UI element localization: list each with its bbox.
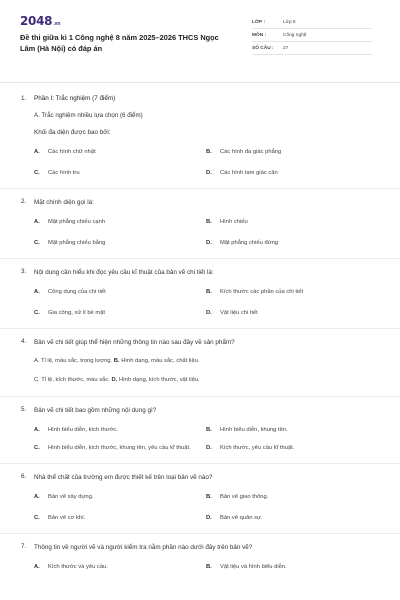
option-text: Kích thước và yêu cầu.: [48, 564, 108, 570]
option-letter: D.: [206, 240, 212, 246]
question-divider: [0, 328, 400, 329]
logo-main: 2048: [20, 14, 53, 28]
option-line-cd[interactable]: [34, 377, 380, 385]
question-divider: [0, 463, 400, 464]
option-letter: A.: [34, 564, 40, 570]
question-text: Nội dung cần hiểu khi đọc yêu cầu kĩ thuật của bản vẽ chi tiết là:: [34, 269, 214, 276]
logo-suffix: .vn: [53, 21, 61, 27]
option-c[interactable]: [34, 309, 206, 317]
answer-options: [34, 148, 380, 177]
option-b[interactable]: [206, 493, 378, 501]
option-text: Gia công, xử lí bề mặt: [48, 310, 106, 316]
option-text: Mặt phẳng chiếu đứng: [220, 240, 279, 246]
question-divider: [0, 258, 400, 259]
option-c[interactable]: [34, 169, 206, 177]
option-d[interactable]: [206, 309, 378, 317]
option-line-ab[interactable]: [34, 358, 380, 366]
option-text: Bản vẽ cơ khí.: [48, 515, 86, 521]
option-d-text: Hình dạng, kích thước, vật liệu.: [118, 377, 200, 383]
option-text: Mặt phẳng chiếu cạnh: [48, 219, 106, 225]
exam-meta: [252, 16, 372, 74]
option-text: Kích thước, yêu cầu kĩ thuật.: [220, 445, 295, 451]
option-b[interactable]: [206, 563, 378, 571]
option-a[interactable]: [34, 218, 206, 226]
option-letter: B.: [206, 427, 212, 433]
answer-options: [34, 288, 380, 317]
option-a[interactable]: [34, 426, 206, 434]
meta-label: LỚP :: [252, 19, 266, 25]
option-letter: A.: [34, 427, 40, 433]
meta-value: 27: [283, 45, 289, 51]
header-left: [20, 14, 235, 74]
option-text: Vật liệu chi tiết: [220, 310, 258, 316]
meta-subject: [252, 29, 372, 42]
option-letter: C.: [34, 445, 40, 451]
option-text: Kích thước các phần của chi tiết: [220, 289, 304, 295]
option-b-text: Hình dạng, màu sắc, chất liệu.: [121, 358, 200, 364]
question-4: [20, 338, 380, 385]
option-text: Hình biểu diễn, kích thước, khung tên, yêu cầu kĩ thuật.: [48, 445, 191, 451]
option-a-text: A. Tỉ lệ, màu sắc, trọng lượng.: [34, 358, 113, 364]
option-text: Vật liệu và hình biểu diễn.: [220, 564, 287, 570]
option-b[interactable]: [206, 148, 378, 156]
part-title: Phần I: Trắc nghiệm (7 điểm): [34, 95, 116, 102]
meta-value: Lớp 8: [283, 19, 296, 25]
option-letter: D.: [206, 515, 212, 521]
exam-title: Đề thi giữa kì 1 Công nghệ 8 năm 2025–2026 THCS Ngọc Lâm (Hà Nội) có đáp án: [20, 33, 219, 53]
option-letter: C.: [34, 170, 40, 176]
answer-options: [34, 493, 380, 522]
option-letter: B.: [206, 219, 212, 225]
option-letter: B.: [206, 289, 212, 295]
meta-grade: [252, 16, 372, 29]
meta-label: MÔN :: [252, 32, 267, 38]
option-letter: D.: [206, 170, 212, 176]
option-b[interactable]: [206, 288, 378, 296]
option-letter: D.: [111, 377, 118, 383]
option-text: Bản vẽ quân sự.: [220, 515, 263, 521]
option-d[interactable]: [206, 169, 378, 177]
option-letter: B.: [113, 358, 120, 364]
question-number: 5.: [21, 406, 27, 413]
option-b[interactable]: [206, 426, 378, 434]
option-letter: C.: [34, 310, 40, 316]
question-3: [20, 268, 380, 317]
question-number: 3.: [21, 268, 27, 275]
option-text: Hình biểu diễn, khung tên.: [220, 427, 288, 433]
option-letter: B.: [206, 564, 212, 570]
question-text: Bản vẽ chi tiết bao gồm những nội dung gì?: [34, 407, 157, 414]
question-text: Nhà thể chất của trường em được thiết kế trên loại bản vẽ nào?: [34, 474, 213, 481]
option-letter: B.: [206, 149, 212, 155]
question-number: 1.: [21, 95, 27, 102]
option-c[interactable]: [34, 444, 206, 452]
option-text: Các hình tru: [48, 170, 80, 176]
question-number: 4.: [21, 338, 27, 345]
question-number: 7.: [21, 543, 27, 550]
option-d[interactable]: [206, 444, 378, 452]
question-divider: [0, 533, 400, 534]
option-c[interactable]: [34, 514, 206, 522]
option-c-text: C. Tỉ lệ, kích thước, màu sắc.: [34, 377, 110, 383]
meta-value: Công nghệ: [283, 32, 307, 38]
option-d[interactable]: [206, 514, 378, 522]
answer-options: [34, 426, 380, 452]
answer-options: [34, 358, 380, 385]
option-text: Mặt phẳng chiếu bằng: [48, 240, 106, 246]
meta-count: [252, 42, 372, 55]
option-text: Bản vẽ xây dựng.: [48, 494, 94, 500]
question-text: Mặt chính diện gọi là:: [34, 199, 94, 206]
question-6: [20, 473, 380, 522]
option-letter: A.: [34, 289, 40, 295]
question-divider: [0, 396, 400, 397]
option-text: Hình biểu diễn, kích thước.: [48, 427, 118, 433]
option-letter: C.: [34, 515, 40, 521]
option-text: Bản vẽ giao thông.: [220, 494, 269, 500]
option-letter: B.: [206, 494, 212, 500]
question-number: 2.: [21, 198, 27, 205]
option-b[interactable]: [206, 218, 378, 226]
option-letter: A.: [34, 219, 40, 225]
option-text: Các hình chữ nhật: [48, 149, 96, 155]
question-1: [20, 95, 380, 177]
question-2: [20, 198, 380, 247]
option-a[interactable]: [34, 288, 206, 296]
option-text: Hình chiếu: [220, 219, 248, 225]
question-5: [20, 406, 380, 452]
option-text: Các hình tam giác cân: [220, 170, 278, 176]
meta-label: SỐ CÂU :: [252, 45, 274, 51]
question-text: Bản vẽ chi tiết giúp thể hiện những thông tin nào sau đây về sản phẩm?: [34, 339, 235, 346]
question-divider: [0, 188, 400, 189]
option-letter: D.: [206, 445, 212, 451]
question-7: [20, 543, 380, 571]
page-header: [20, 14, 380, 74]
option-a[interactable]: [34, 148, 206, 156]
option-letter: D.: [206, 310, 212, 316]
answer-options: [34, 218, 380, 247]
question-text: Thông tin về người vẽ và người kiểm tra nằm phần nào dưới đây trên bản vẽ?: [34, 544, 253, 551]
header-divider: [0, 82, 400, 83]
option-d[interactable]: [206, 239, 378, 247]
option-letter: A.: [34, 149, 40, 155]
site-logo[interactable]: [20, 14, 235, 28]
option-a[interactable]: [34, 563, 206, 571]
option-letter: C.: [34, 240, 40, 246]
question-number: 6.: [21, 473, 27, 480]
question-text: Khối đa diện được bao bởi:: [34, 129, 111, 136]
part-subtitle: A. Trắc nghiệm nhiều lựa chọn (6 điểm): [34, 112, 143, 119]
option-letter: A.: [34, 494, 40, 500]
answer-options: [34, 563, 380, 571]
option-c[interactable]: [34, 239, 206, 247]
option-a[interactable]: [34, 493, 206, 501]
option-text: Công dụng của chi tiết: [48, 289, 106, 295]
option-text: Các hình đa giác phẳng: [220, 149, 282, 155]
